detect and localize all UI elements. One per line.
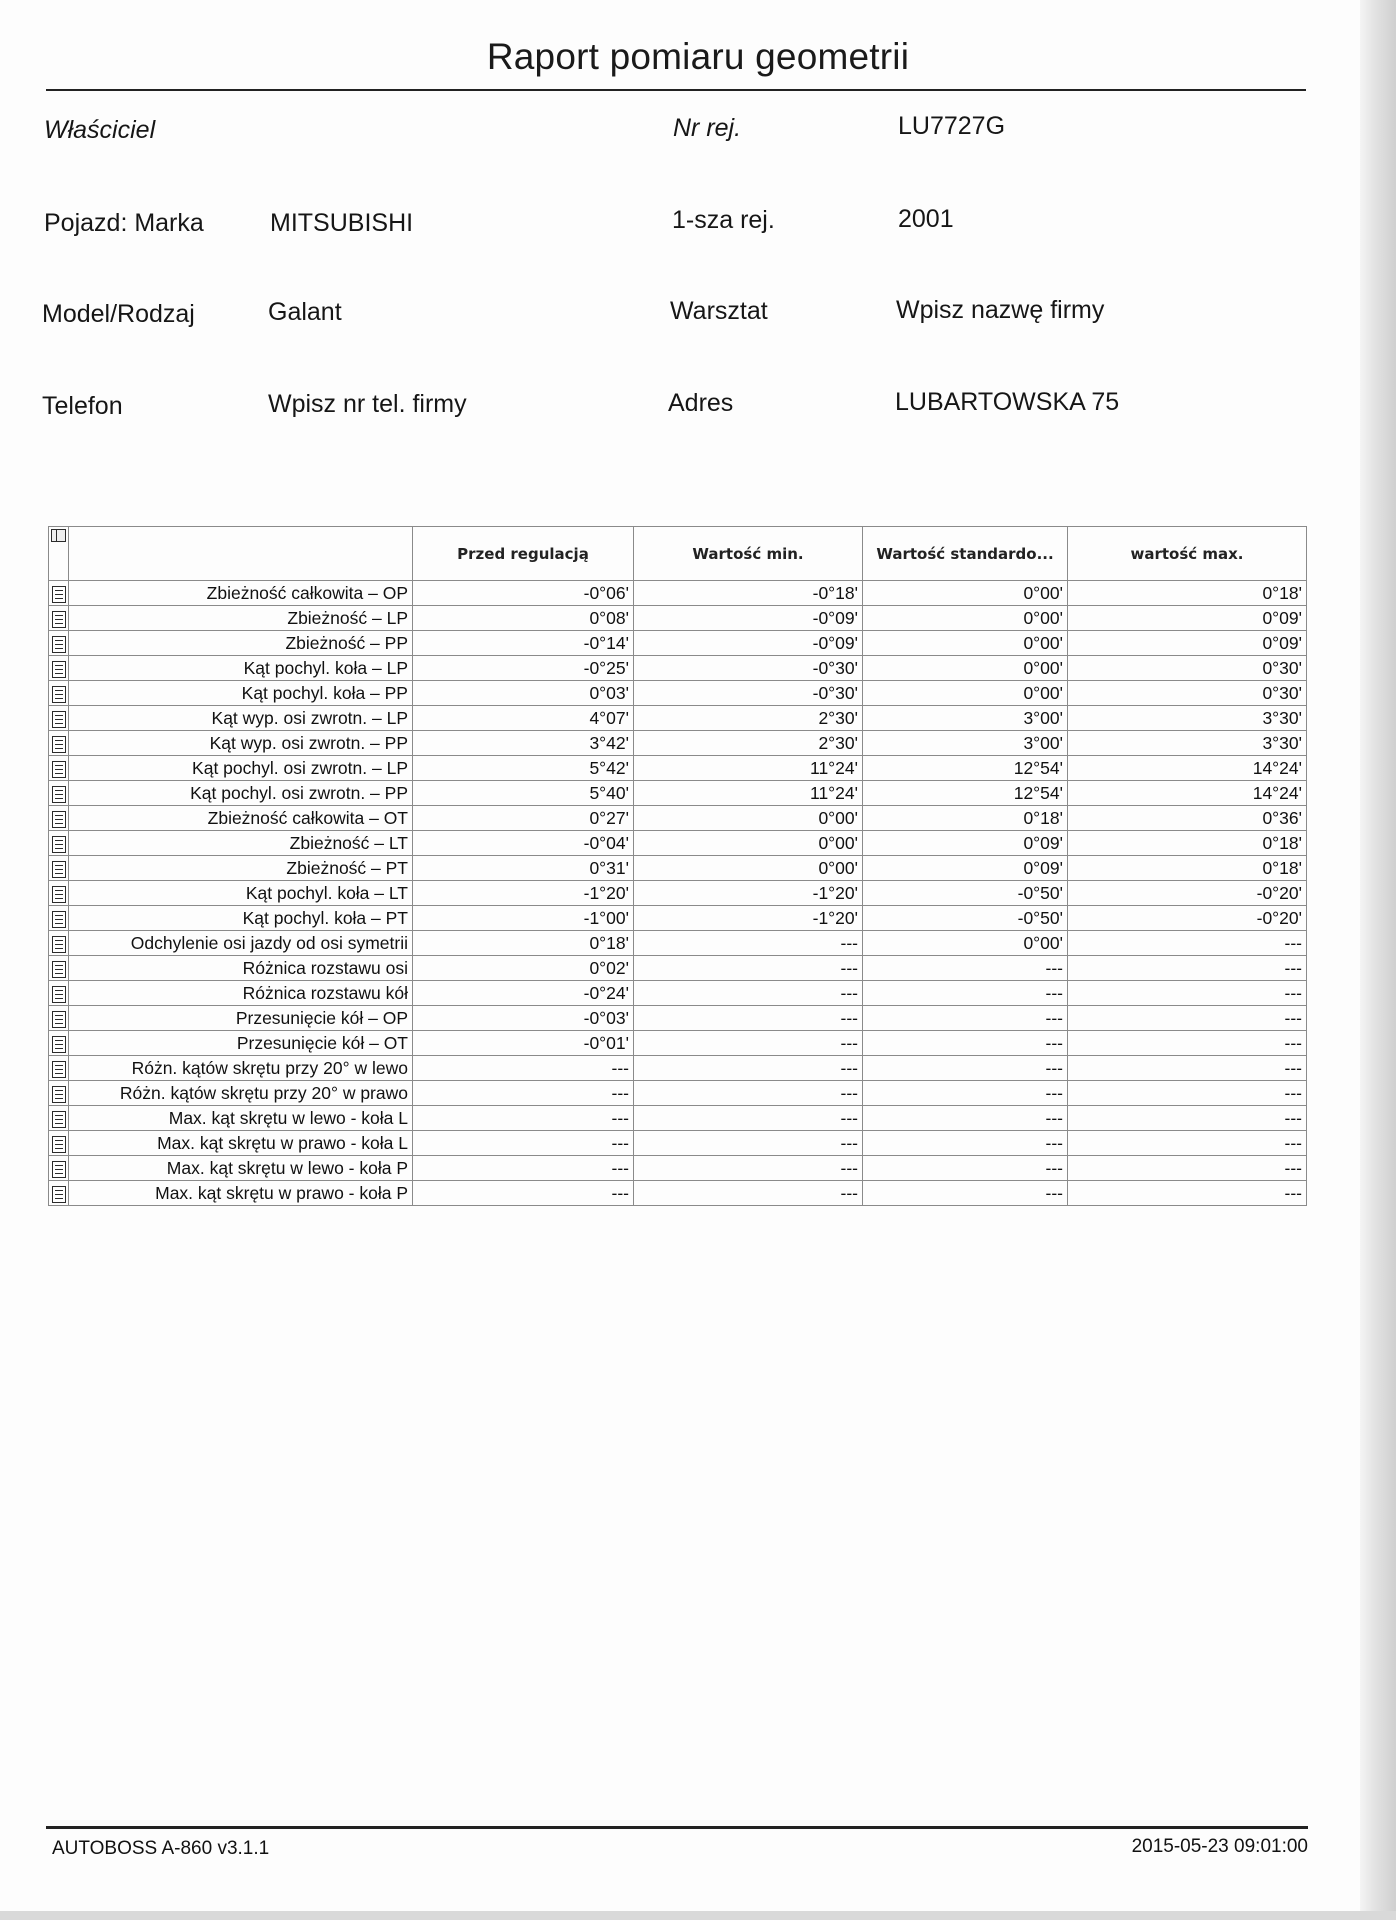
header-before: Przed regulacją — [413, 527, 634, 581]
row-label: Zbieżność – LT — [69, 831, 413, 856]
document-icon — [52, 1061, 66, 1078]
value-min: 2°30' — [634, 706, 863, 731]
value-max: --- — [1068, 1031, 1307, 1056]
vehicle-label: Pojazd: Marka — [44, 209, 204, 237]
value-max: --- — [1068, 1081, 1307, 1106]
value-min: --- — [634, 931, 863, 956]
value-before: 0°08' — [413, 606, 634, 631]
row-label: Odchylenie osi jazdy od osi symetrii — [69, 931, 413, 956]
table-row — [49, 956, 1307, 981]
row-icon-cell — [49, 581, 69, 606]
table-row — [49, 906, 1307, 931]
value-before: -0°14' — [413, 631, 634, 656]
value-max: 14°24' — [1068, 756, 1307, 781]
row-icon-cell — [49, 856, 69, 881]
reg-label: Nr rej. — [673, 114, 742, 142]
value-before: --- — [413, 1156, 634, 1181]
row-label: Zbieżność całkowita – OT — [69, 806, 413, 831]
value-before: --- — [413, 1131, 634, 1156]
address-value: LUBARTOWSKA 75 — [895, 388, 1120, 416]
workshop-value: Wpisz nazwę firmy — [896, 296, 1105, 324]
table-row — [49, 706, 1307, 731]
document-icon — [52, 611, 66, 628]
value-standard: --- — [863, 1131, 1068, 1156]
value-before: -0°25' — [413, 656, 634, 681]
table-grid-icon — [51, 529, 66, 542]
report-title: Raport pomiaru geometrii — [486, 36, 910, 77]
value-before: 5°40' — [413, 781, 634, 806]
value-max: 0°30' — [1068, 681, 1307, 706]
table-row — [49, 1056, 1307, 1081]
row-label: Kąt pochyl. koła – LT — [69, 881, 413, 906]
value-min: --- — [634, 1131, 863, 1156]
header-label-column — [69, 527, 413, 581]
value-standard: --- — [863, 1081, 1068, 1106]
row-label: Max. kąt skrętu w lewo - koła P — [69, 1156, 413, 1181]
value-min: -0°18' — [634, 581, 863, 606]
value-before: --- — [413, 1081, 634, 1106]
value-standard: 0°09' — [863, 856, 1068, 881]
document-icon — [52, 1186, 66, 1203]
table-row — [49, 1181, 1307, 1206]
value-before: -1°20' — [413, 881, 634, 906]
row-icon-cell — [49, 831, 69, 856]
document-icon — [52, 886, 66, 903]
value-standard: --- — [863, 1156, 1068, 1181]
row-icon-cell — [49, 731, 69, 756]
value-min: -0°30' — [634, 656, 863, 681]
table-row — [49, 881, 1307, 906]
value-standard: 0°00' — [863, 931, 1068, 956]
value-max: 0°36' — [1068, 806, 1307, 831]
value-standard: --- — [863, 1106, 1068, 1131]
value-max: --- — [1068, 956, 1307, 981]
value-before: -0°03' — [413, 1006, 634, 1031]
phone-label: Telefon — [42, 392, 123, 420]
row-icon-cell — [49, 1106, 69, 1131]
address-label: Adres — [668, 389, 734, 417]
row-icon-cell — [49, 1056, 69, 1081]
model-label: Model/Rodzaj — [42, 300, 195, 328]
value-before: -0°24' — [413, 981, 634, 1006]
row-icon-cell — [49, 606, 69, 631]
reg-value: LU7727G — [898, 112, 1006, 140]
document-icon — [52, 1036, 66, 1053]
value-min: --- — [634, 1006, 863, 1031]
vehicle-value: MITSUBISHI — [270, 209, 414, 237]
value-max: 0°18' — [1068, 831, 1307, 856]
document-icon — [52, 1161, 66, 1178]
value-standard: 12°54' — [863, 756, 1068, 781]
value-before: -0°04' — [413, 831, 634, 856]
first-reg-value: 2001 — [898, 205, 954, 233]
value-max: --- — [1068, 1131, 1307, 1156]
software-version: AUTOBOSS A-860 v3.1.1 — [52, 1838, 270, 1859]
value-max: --- — [1068, 931, 1307, 956]
measurement-table — [48, 526, 1307, 1206]
value-min: 11°24' — [634, 781, 863, 806]
value-min: 0°00' — [634, 806, 863, 831]
document-icon — [52, 711, 66, 728]
value-standard: 0°00' — [863, 631, 1068, 656]
first-reg-label: 1-sza rej. — [672, 206, 775, 234]
table-row — [49, 981, 1307, 1006]
table-row — [49, 856, 1307, 881]
value-standard: --- — [863, 1031, 1068, 1056]
row-label: Kąt pochyl. koła – PP — [69, 681, 413, 706]
value-standard: 0°00' — [863, 656, 1068, 681]
row-icon-cell — [49, 1131, 69, 1156]
document-icon — [52, 1011, 66, 1028]
table-row — [49, 1006, 1307, 1031]
row-icon-cell — [49, 1156, 69, 1181]
value-min: -0°09' — [634, 631, 863, 656]
value-standard: 12°54' — [863, 781, 1068, 806]
document-icon — [52, 861, 66, 878]
row-icon-cell — [49, 1081, 69, 1106]
row-label: Różn. kątów skrętu przy 20° w prawo — [69, 1081, 413, 1106]
value-min: 11°24' — [634, 756, 863, 781]
value-max: 14°24' — [1068, 781, 1307, 806]
value-max: --- — [1068, 1156, 1307, 1181]
value-before: 0°27' — [413, 806, 634, 831]
table-row — [49, 631, 1307, 656]
value-before: --- — [413, 1056, 634, 1081]
value-min: -1°20' — [634, 906, 863, 931]
value-max: 3°30' — [1068, 706, 1307, 731]
phone-value: Wpisz nr tel. firmy — [268, 390, 467, 418]
value-standard: 3°00' — [863, 706, 1068, 731]
document-icon — [52, 836, 66, 853]
table-row — [49, 1106, 1307, 1131]
value-max: 0°18' — [1068, 856, 1307, 881]
row-label: Kąt wyp. osi zwrotn. – LP — [69, 706, 413, 731]
scan-edge-bottom — [0, 1911, 1396, 1920]
table-row — [49, 931, 1307, 956]
row-label: Max. kąt skrętu w lewo - koła L — [69, 1106, 413, 1131]
value-standard: -0°50' — [863, 881, 1068, 906]
row-icon-cell — [49, 956, 69, 981]
row-label: Kąt pochyl. koła – PT — [69, 906, 413, 931]
value-max: -0°20' — [1068, 906, 1307, 931]
table-row — [49, 681, 1307, 706]
footer-divider — [46, 1826, 1308, 1829]
row-label: Różn. kątów skrętu przy 20° w lewo — [69, 1056, 413, 1081]
value-max: 3°30' — [1068, 731, 1307, 756]
document-icon — [52, 586, 66, 603]
document-icon — [52, 1136, 66, 1153]
value-before: -0°06' — [413, 581, 634, 606]
value-before: -0°01' — [413, 1031, 634, 1056]
table-row — [49, 831, 1307, 856]
title-divider — [46, 89, 1306, 91]
value-standard: 0°09' — [863, 831, 1068, 856]
value-standard: --- — [863, 1181, 1068, 1206]
value-standard: 3°00' — [863, 731, 1068, 756]
owner-label: Właściciel — [44, 116, 156, 144]
value-before: 0°02' — [413, 956, 634, 981]
document-icon — [52, 1086, 66, 1103]
document-icon — [52, 786, 66, 803]
value-before: 0°18' — [413, 931, 634, 956]
row-icon-cell — [49, 631, 69, 656]
value-standard: -0°50' — [863, 906, 1068, 931]
value-max: --- — [1068, 1181, 1307, 1206]
table-header-row — [49, 527, 1307, 581]
row-icon-cell — [49, 981, 69, 1006]
table-corner — [49, 527, 69, 581]
document-icon — [52, 661, 66, 678]
table-row — [49, 731, 1307, 756]
value-before: 3°42' — [413, 731, 634, 756]
row-icon-cell — [49, 806, 69, 831]
row-label: Kąt pochyl. osi zwrotn. – PP — [69, 781, 413, 806]
header-max: wartość max. — [1068, 527, 1307, 581]
document-icon — [52, 636, 66, 653]
value-standard: --- — [863, 956, 1068, 981]
document-icon — [52, 811, 66, 828]
value-max: 0°30' — [1068, 656, 1307, 681]
value-max: -0°20' — [1068, 881, 1307, 906]
value-min: --- — [634, 1181, 863, 1206]
value-min: --- — [634, 1106, 863, 1131]
value-before: 0°03' — [413, 681, 634, 706]
row-icon-cell — [49, 656, 69, 681]
document-icon — [52, 1111, 66, 1128]
value-max: --- — [1068, 1006, 1307, 1031]
value-min: 0°00' — [634, 831, 863, 856]
row-icon-cell — [49, 881, 69, 906]
row-label: Max. kąt skrętu w prawo - koła L — [69, 1131, 413, 1156]
row-label: Zbieżność – PP — [69, 631, 413, 656]
row-icon-cell — [49, 931, 69, 956]
table-row — [49, 806, 1307, 831]
value-min: 2°30' — [634, 731, 863, 756]
scan-edge — [1360, 0, 1396, 1920]
table-row — [49, 781, 1307, 806]
row-label: Przesunięcie kół – OP — [69, 1006, 413, 1031]
document-icon — [52, 761, 66, 778]
table-row — [49, 1131, 1307, 1156]
header-min: Wartość min. — [634, 527, 863, 581]
row-icon-cell — [49, 781, 69, 806]
row-icon-cell — [49, 1031, 69, 1056]
row-icon-cell — [49, 1181, 69, 1206]
row-label: Zbieżność – LP — [69, 606, 413, 631]
value-standard: 0°00' — [863, 581, 1068, 606]
value-max: 0°18' — [1068, 581, 1307, 606]
value-standard: --- — [863, 981, 1068, 1006]
row-icon-cell — [49, 681, 69, 706]
row-label: Max. kąt skrętu w prawo - koła P — [69, 1181, 413, 1206]
table-row — [49, 1156, 1307, 1181]
row-label: Różnica rozstawu osi — [69, 956, 413, 981]
value-before: -1°00' — [413, 906, 634, 931]
report-datetime: 2015-05-23 09:01:00 — [1131, 1836, 1308, 1857]
value-before: --- — [413, 1181, 634, 1206]
value-min: --- — [634, 1056, 863, 1081]
table-row — [49, 656, 1307, 681]
value-max: 0°09' — [1068, 606, 1307, 631]
table-row — [49, 581, 1307, 606]
row-label: Zbieżność – PT — [69, 856, 413, 881]
value-standard: 0°00' — [863, 681, 1068, 706]
value-min: --- — [634, 956, 863, 981]
document-icon — [52, 936, 66, 953]
table-row — [49, 606, 1307, 631]
document-icon — [52, 686, 66, 703]
model-value: Galant — [268, 298, 342, 326]
value-min: --- — [634, 1156, 863, 1181]
value-min: --- — [634, 1081, 863, 1106]
value-standard: 0°18' — [863, 806, 1068, 831]
value-min: -0°09' — [634, 606, 863, 631]
row-label: Zbieżność całkowita – OP — [69, 581, 413, 606]
row-label: Różnica rozstawu kół — [69, 981, 413, 1006]
value-standard: --- — [863, 1006, 1068, 1031]
value-before: 4°07' — [413, 706, 634, 731]
value-min: --- — [634, 1031, 863, 1056]
row-icon-cell — [49, 906, 69, 931]
document-icon — [52, 986, 66, 1003]
value-before: 0°31' — [413, 856, 634, 881]
row-icon-cell — [49, 756, 69, 781]
table-row — [49, 1081, 1307, 1106]
value-standard: 0°00' — [863, 606, 1068, 631]
value-min: -0°30' — [634, 681, 863, 706]
value-max: 0°09' — [1068, 631, 1307, 656]
value-before: --- — [413, 1106, 634, 1131]
row-label: Kąt pochyl. koła – LP — [69, 656, 413, 681]
value-standard: --- — [863, 1056, 1068, 1081]
row-label: Przesunięcie kół – OT — [69, 1031, 413, 1056]
value-max: --- — [1068, 981, 1307, 1006]
row-icon-cell — [49, 706, 69, 731]
table-row — [49, 1031, 1307, 1056]
header-standard: Wartość standardo... — [863, 527, 1068, 581]
row-label: Kąt wyp. osi zwrotn. – PP — [69, 731, 413, 756]
row-icon-cell — [49, 1006, 69, 1031]
workshop-label: Warsztat — [670, 297, 768, 325]
document-icon — [52, 961, 66, 978]
value-min: --- — [634, 981, 863, 1006]
document-icon — [52, 911, 66, 928]
table-row — [49, 756, 1307, 781]
value-max: --- — [1068, 1106, 1307, 1131]
value-min: -1°20' — [634, 881, 863, 906]
value-min: 0°00' — [634, 856, 863, 881]
document-icon — [52, 736, 66, 753]
row-label: Kąt pochyl. osi zwrotn. – LP — [69, 756, 413, 781]
value-max: --- — [1068, 1056, 1307, 1081]
value-before: 5°42' — [413, 756, 634, 781]
